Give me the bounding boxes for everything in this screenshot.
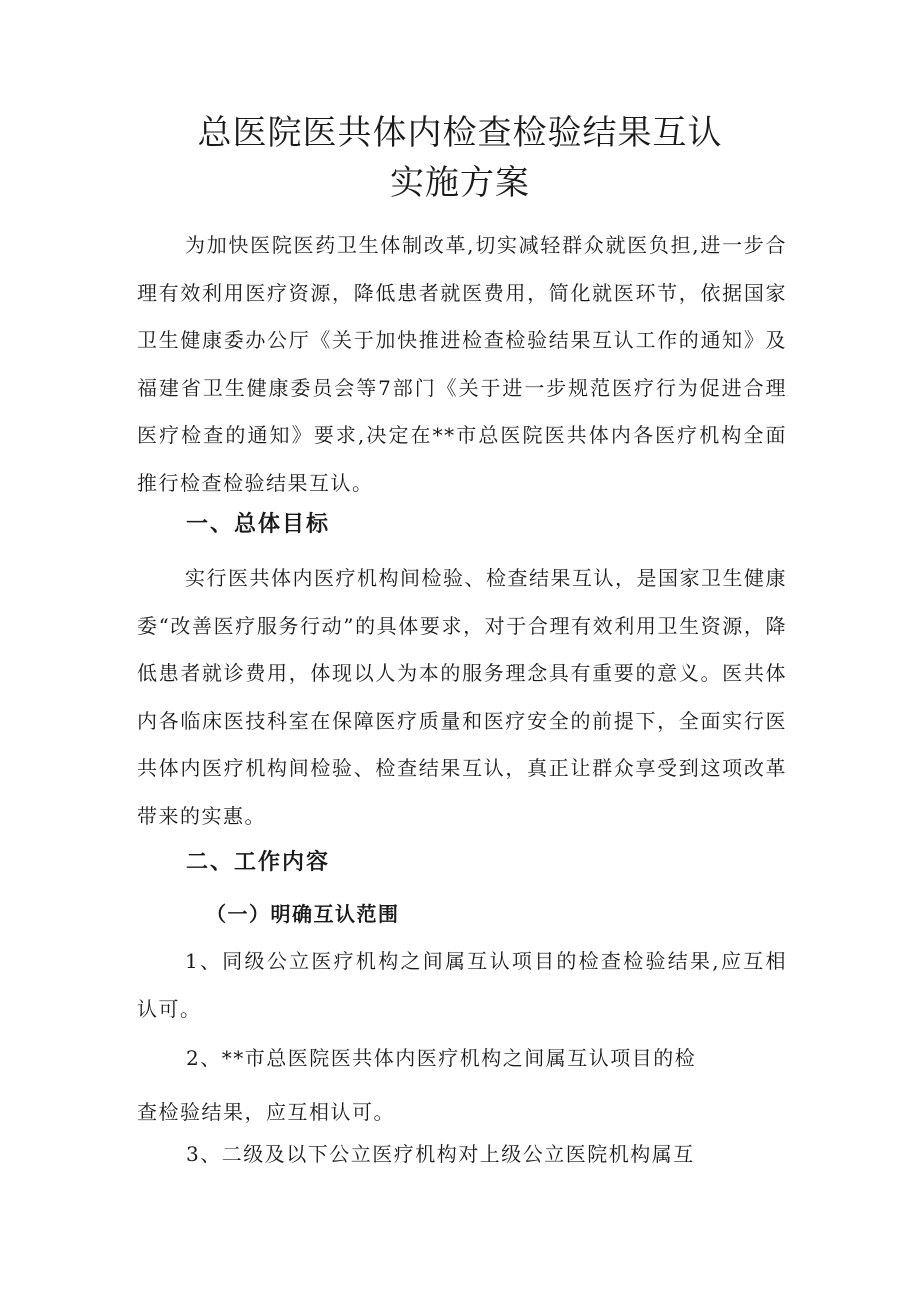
list-item-2-line-2: 查检验结果，应互相认可。 [137,1100,395,1124]
document-title-line-1: 总医院医共体内检查检验结果互认 [197,113,723,153]
list-item-1: 1、同级公立医疗机构之间属互认项目的检查检验结果,应互相认可。 [137,949,787,1021]
list-item-3-line-1: 3、二级及以下公立医疗机构对上级公立医院机构属互 [186,1142,695,1166]
section-1-heading: 一、总体目标 [186,512,331,537]
section-2-heading: 二、工作内容 [186,850,331,875]
list-item-2-line-1: 2、**市总医院医共体内医疗机构之间属互认项目的检 [186,1046,697,1070]
document-title-line-2: 实施方案 [390,163,530,203]
section-1-body: 实行医共体内医疗机构间检验、检查结果互认，是国家卫生健康委“改善医疗服务行动”的具体要求，对于合理有效利用卫生资源，降低患者就诊费用，体现以人为本的服务理念具有重要的意义。医共体内各临床医技科室在保障医疗质量和医疗安全的前提下，全面实行医共体内医疗机构间检验、检查结果互认，真正让群众享受到这项改革带来的实惠。 [137,566,787,828]
intro-paragraph: 为加快医院医药卫生体制改革,切实减轻群众就医负担,进一步合理有效利用医疗资源，降低患者就医费用，简化就医环节，依据国家卫生健康委办公厅《关于加快推进检查检验结果互认工作的通知》及福建省卫生健康委员会等7部门《关于进一步规范医疗行为促进合理医疗检查的通知》要求,决定在**市总医院医共体内各医疗机构全面推行检查检验结果互认。 [137,233,787,495]
section-2-subheading: （一）明确互认范围 [206,902,400,926]
